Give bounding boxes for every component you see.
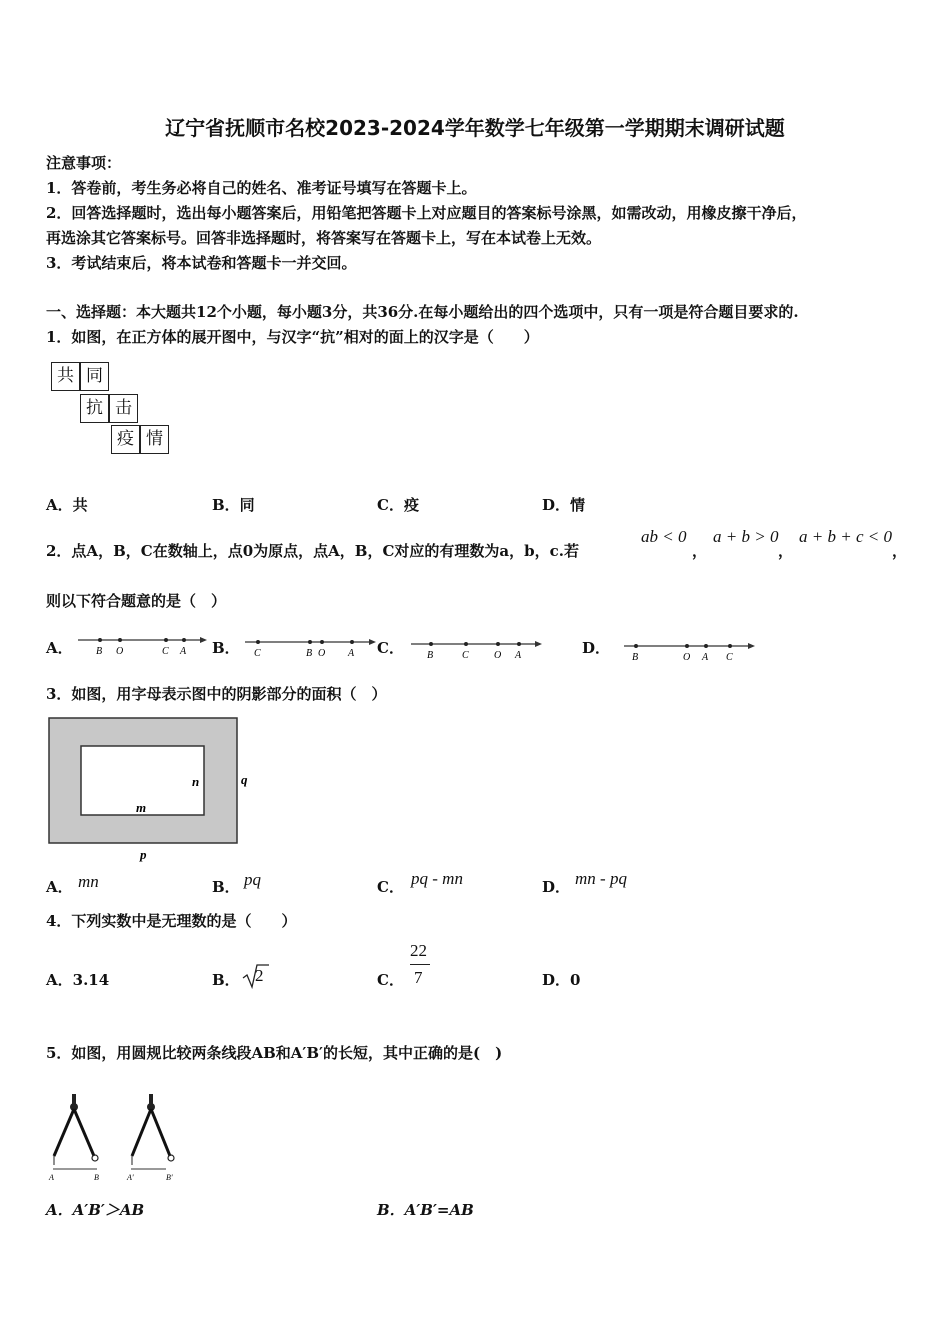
net-cell: 抗 (80, 394, 109, 423)
point (118, 638, 122, 642)
axis-arrow (748, 643, 755, 649)
point (685, 644, 689, 648)
notes-heading: 注意事项： (46, 154, 122, 172)
q4-option-b-radicand: 2 (255, 966, 264, 985)
point-label: A (348, 648, 355, 658)
net-cell: 疫 (111, 425, 140, 454)
net-cell: 共 (51, 362, 80, 391)
q2-condition-1: ab < 0 (641, 527, 687, 546)
axis-arrow (369, 639, 376, 645)
q3-option-a-value: mn (78, 872, 99, 891)
point (429, 642, 433, 646)
label-p: p (140, 847, 147, 862)
point-label: B (427, 650, 434, 660)
q2-numberline-c (409, 634, 543, 660)
q2-option-a[interactable]: A． (46, 639, 73, 657)
point (634, 644, 638, 648)
point (98, 638, 102, 642)
q2-stem: 2．点A，B，C在数轴上，点0为原点，点A，B，C对应的有理数为a，b，c.若 (46, 542, 579, 560)
point-label: B (306, 648, 313, 658)
point-label: O (683, 652, 691, 662)
point (464, 642, 468, 646)
label-m: m (136, 800, 147, 815)
axis-arrow (200, 637, 207, 643)
q3-stem: 3．如图，用字母表示图中的阴影部分的面积（ ） (46, 685, 387, 703)
q1-option-d[interactable]: D．情 (542, 496, 586, 514)
q2-numberline-a (76, 632, 208, 658)
q3-option-c-value: pq - mn (411, 869, 463, 888)
q2-condition-3: a + b + c < 0 (799, 527, 892, 546)
point-label: O (116, 646, 124, 657)
point-label: C (162, 646, 169, 657)
q2-separator: ， (692, 542, 708, 560)
net-cell: 同 (80, 362, 109, 391)
note-2b: 再选涂其它答案标号。回答非选择题时，将答案写在答题卡上，写在本试卷上无效。 (46, 229, 602, 247)
q4-option-b[interactable]: B． (212, 971, 240, 989)
paper-title: 辽宁省抚顺市名校2023-2024学年数学七年级第一学期期末调研试题 (165, 116, 785, 140)
label-n: n (192, 774, 200, 789)
q2-stem-2: 则以下符合题意的是（ ） (46, 592, 227, 610)
q3-option-b-value: pq (244, 870, 261, 889)
point (517, 642, 521, 646)
point-label: C (462, 650, 469, 660)
note-2a: 2．回答选择题时，选出每小题答案后，用铅笔把答题卡上对应题目的答案标号涂黑，如需改动，用橡皮擦干净后， (46, 204, 807, 222)
point-label: C (726, 652, 733, 662)
q2-numberline-d (622, 636, 756, 662)
svg-text:A′: A′ (127, 1173, 134, 1182)
point-label: A (515, 650, 522, 660)
compass-1 (48, 1094, 99, 1182)
svg-text:B: B (94, 1173, 99, 1182)
q2-option-c[interactable]: C． (377, 639, 404, 657)
fraction-denominator: 7 (414, 968, 423, 987)
q1-stem: 1．如图，在正方体的展开图中，与汉字“抗”相对的面上的汉字是（ ） (46, 328, 539, 346)
q4-option-a[interactable]: A．3.14 (46, 971, 110, 989)
svg-text:B′: B′ (166, 1173, 173, 1182)
point-label: A (180, 646, 187, 657)
q1-option-a[interactable]: A．共 (46, 496, 88, 514)
point (350, 640, 354, 644)
q3-option-a[interactable]: A． (46, 878, 73, 896)
point (496, 642, 500, 646)
point (308, 640, 312, 644)
q2-option-d[interactable]: D． (582, 639, 611, 657)
net-cell: 击 (109, 394, 138, 423)
net-cell: 情 (140, 425, 169, 454)
label-q: q (241, 772, 248, 787)
q5-option-a[interactable]: A．A′B′＞AB (46, 1201, 145, 1219)
q1-option-b[interactable]: B．同 (212, 496, 255, 514)
q3-option-d[interactable]: D． (542, 878, 571, 896)
section-1-heading: 一、选择题：本大题共12个小题，每小题3分，共36分.在每小题给出的四个选项中，只有一项是符合题目要求的. (46, 303, 799, 321)
axis-arrow (535, 641, 542, 647)
point-label: C (254, 648, 261, 658)
note-3: 3．考试结束后，将本试卷和答题卡一并交回。 (46, 254, 357, 272)
point (728, 644, 732, 648)
q3-option-d-value: mn - pq (575, 869, 627, 888)
q3-figure (46, 716, 260, 866)
q2-option-b[interactable]: B． (212, 639, 240, 657)
q2-separator: ， (892, 542, 908, 560)
svg-text:A: A (49, 1173, 54, 1182)
q3-option-b[interactable]: B． (212, 878, 240, 896)
q2-numberline-b (243, 632, 377, 658)
point (320, 640, 324, 644)
q2-condition-2: a + b > 0 (713, 527, 779, 546)
fraction-bar (410, 964, 430, 965)
compass-2 (126, 1094, 174, 1182)
q4-option-d[interactable]: D．0 (542, 971, 581, 989)
q5-option-b[interactable]: B．A′B′=AB (377, 1201, 474, 1219)
q4-option-c[interactable]: C． (377, 971, 404, 989)
q2-separator: ， (778, 542, 794, 560)
point-label: B (632, 652, 639, 662)
point (164, 638, 168, 642)
point-label: A (702, 652, 709, 662)
fraction-numerator: 22 (410, 941, 427, 960)
q5-compass-figure (46, 1090, 196, 1185)
point (182, 638, 186, 642)
q4-stem: 4．下列实数中是无理数的是（ ） (46, 912, 297, 930)
q5-stem: 5．如图，用圆规比较两条线段AB和A′B′的长短，其中正确的是( ) (46, 1044, 503, 1062)
point (256, 640, 260, 644)
q3-option-c[interactable]: C． (377, 878, 404, 896)
note-1: 1．答卷前，考生务必将自己的姓名、准考证号填写在答题卡上。 (46, 179, 477, 197)
point (704, 644, 708, 648)
point-label: O (494, 650, 502, 660)
point-label: O (318, 648, 326, 658)
q1-option-c[interactable]: C．疫 (377, 496, 419, 514)
point-label: B (96, 646, 103, 657)
